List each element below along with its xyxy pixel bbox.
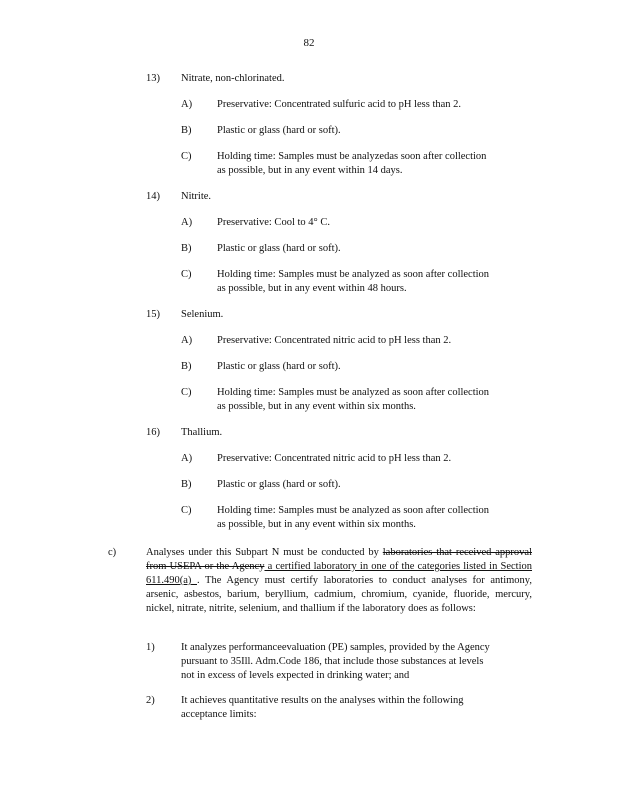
item-number: 13)	[146, 73, 160, 84]
sub-item-text: Preservative: Concentrated nitric acid to pH less than 2.	[217, 335, 452, 346]
sub-item-text: Holding time: Samples must be analyzed as soon after collection	[217, 387, 490, 398]
section-c-paragraph	[146, 546, 532, 616]
sub-item-label: A)	[181, 453, 193, 464]
sub-item-text: Preservative: Concentrated sulfuric acid to pH less than 2.	[217, 99, 462, 110]
condition-text: It achieves quantitative results on the analyses within the following	[181, 695, 464, 706]
sub-item-text-continued: as possible, but in any event within six months.	[217, 401, 416, 412]
sub-item-text: Plastic or glass (hard or soft).	[217, 479, 341, 490]
sub-item-label: B)	[181, 125, 192, 136]
sub-item-label: A)	[181, 99, 193, 110]
sub-item-label: C)	[181, 151, 192, 162]
condition-text: acceptance limits:	[181, 709, 257, 720]
condition-text: It analyzes performanceevaluation (PE) samples, provided by the Agency	[181, 642, 490, 653]
condition-text: pursuant to 35Ill. Adm.Code 186, that include those substances at levels	[181, 656, 484, 667]
sub-item-text: Holding time: Samples must be analyzed as soon after collection	[217, 505, 490, 516]
sub-item-text: Preservative: Concentrated nitric acid to pH less than 2.	[217, 453, 452, 464]
sub-item-text-continued: as possible, but in any event within 14 days.	[217, 165, 403, 176]
sub-item-label: B)	[181, 361, 192, 372]
sub-item-label: C)	[181, 269, 192, 280]
section-c-label: c)	[108, 547, 117, 558]
sub-item-text: Holding time: Samples must be analyzedas soon after collection	[217, 151, 487, 162]
condition-text: not in excess of levels expected in drinking water; and	[181, 670, 410, 681]
section-c-struck-text: laboratories that received approval from USEPA or the Agency	[146, 547, 532, 572]
page-number: 82	[303, 37, 315, 49]
sub-item-text: Plastic or glass (hard or soft).	[217, 243, 341, 254]
condition-number: 1)	[146, 642, 155, 653]
section-c-text-pre: Analyses under this Subpart N must be conducted by	[146, 547, 383, 558]
item-title: Nitrite.	[181, 191, 212, 202]
item-number: 14)	[146, 191, 160, 202]
item-number: 16)	[146, 427, 160, 438]
sub-item-label: C)	[181, 505, 192, 516]
sub-item-text: Plastic or glass (hard or soft).	[217, 361, 341, 372]
sub-item-text: Preservative: Cool to 4° C.	[217, 217, 330, 228]
sub-item-label: B)	[181, 243, 192, 254]
item-title: Selenium.	[181, 309, 224, 320]
sub-item-text-continued: as possible, but in any event within six months.	[217, 519, 416, 530]
sub-item-label: C)	[181, 387, 192, 398]
sub-item-text: Holding time: Samples must be analyzed as soon after collection	[217, 269, 490, 280]
section-c-underlined-text: a certified laboratory in one of the categories listed in Section 611.490(a)	[146, 561, 533, 586]
item-title: Nitrate, non-chlorinated.	[181, 73, 285, 84]
sub-item-text-continued: as possible, but in any event within 48 hours.	[217, 283, 407, 294]
sub-item-text: Plastic or glass (hard or soft).	[217, 125, 341, 136]
section-c-text-post: . The Agency must certify laboratories to conduct analyses for antimony, arsenic, asbestos, barium, beryllium, cadmium, chromium, cyanide, fluoride, mercury, nickel, nitrate, nitrite, selenium, and thallium if the laboratory does as follows:	[146, 575, 533, 614]
item-title: Thallium.	[181, 427, 223, 438]
sub-item-label: B)	[181, 479, 192, 490]
sub-item-label: A)	[181, 217, 193, 228]
sub-item-label: A)	[181, 335, 193, 346]
item-number: 15)	[146, 309, 160, 320]
condition-number: 2)	[146, 695, 155, 706]
